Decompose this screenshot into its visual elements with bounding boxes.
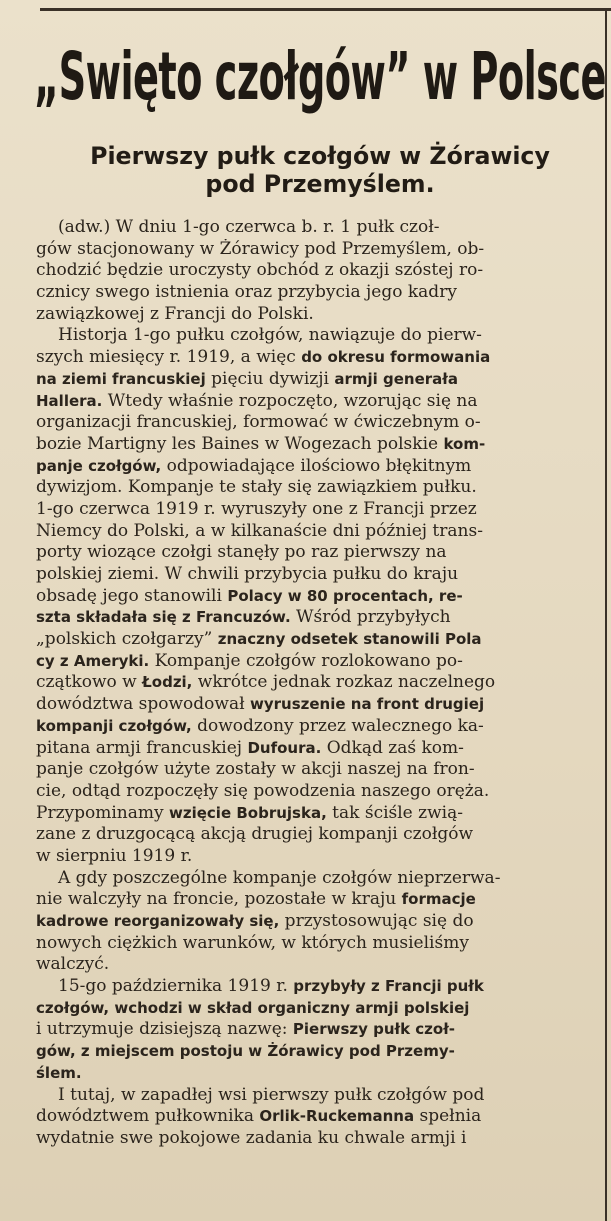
article-body [36, 217, 596, 1150]
line-text: spełnia [414, 1106, 482, 1127]
line-text: Wśród przybyłych [290, 607, 451, 628]
article-line [36, 933, 596, 955]
line-text: pitana armji francuskiej [36, 737, 248, 758]
line-text: polskiej ziemi. W chwili przybycia pułku do kraju [36, 564, 459, 584]
article-line [36, 217, 596, 239]
article-line [36, 781, 596, 803]
subheadline [36, 142, 604, 198]
line-text-bold: znaczny odsetek stanowili Pola [217, 630, 482, 649]
line-text: 1-go czerwca 1919 r. wyruszyły one z Francji przez [36, 498, 477, 519]
article-line [36, 477, 596, 499]
line-text-bold: gów, z miejscem postoju w Żórawicy pod Przemy- [36, 1042, 455, 1061]
line-text: Kompanje czołgów rozlokowano po- [149, 650, 463, 671]
line-text: gów stacjonowany w Żórawicy pod Przemyślem, ob- [36, 238, 485, 259]
line-text: chodzić będzie uroczysty obchód z okazji szóstej ro- [36, 260, 484, 281]
column-rule [605, 8, 607, 1221]
article-line [36, 1063, 596, 1085]
line-text: Historja 1-go pułku czołgów, nawiązuje do pierw- [58, 325, 482, 346]
article-line [36, 1041, 596, 1063]
line-text-bold: Orlik-Ruckemanna [259, 1107, 415, 1126]
article-line [36, 759, 596, 781]
line-text-bold: cy z Ameryki. [36, 651, 150, 670]
article-line [36, 586, 596, 608]
article-line [36, 1019, 596, 1041]
line-text: pięciu dywizji [205, 368, 335, 389]
line-text-bold: panje czołgów, [36, 456, 162, 475]
article-line [36, 824, 596, 846]
line-text-bold: przybyły z Francji pułk [293, 977, 484, 996]
line-text: odpowiadające ilościowo błękitnym [161, 455, 472, 476]
line-text: Niemcy do Polski, a w kilkanaście dni później trans- [36, 520, 483, 541]
line-text: panje czołgów użyte zostały w akcji naszej na fron- [36, 759, 475, 780]
line-text: Odkąd zaś kom- [321, 737, 464, 758]
line-text: 15-go października 1919 r. [58, 976, 294, 997]
line-text: I tutaj, w zapadłej wsi pierwszy pułk czołgów pod [58, 1084, 485, 1105]
line-text: nowych ciężkich warunków, w których musieliśmy [36, 932, 469, 953]
line-text: dowództwa spowodował [36, 694, 251, 715]
article-line [36, 716, 596, 738]
line-text-bold: Polacy w 80 procentach, re- [227, 586, 463, 605]
line-text-bold: szta składała się z Francuzów. [36, 608, 291, 627]
line-text: zawiązkowej z Francji do Polski. [36, 303, 314, 324]
line-text-bold: armji generała [334, 369, 458, 388]
line-text: nie walczyły na froncie, pozostałe w kraju [36, 889, 402, 910]
line-text: walczyć. [36, 954, 110, 975]
line-text: szych miesięcy r. 1919, a więc [36, 347, 302, 368]
line-text: dywizjom. Kompanje te stały się zawiązkiem pułku. [36, 477, 477, 498]
line-text: przystosowując się do [279, 911, 474, 931]
article-line [36, 694, 596, 716]
line-text: organizacji francuskiej, formować w ćwiczebnym o- [36, 412, 481, 433]
line-text-bold: Łodzi, [142, 673, 193, 692]
line-text-bold: Pierwszy pułk czoł- [292, 1020, 456, 1039]
line-text: wkrótce jednak rozkaz naczelnego [192, 672, 496, 693]
line-text: cie, odtąd rozpoczęły się powodzenia naszego oręża. [36, 780, 490, 801]
article-line [36, 412, 596, 434]
article-line [36, 564, 596, 586]
article-line [36, 1106, 596, 1128]
line-text: w sierpniu 1919 r. [36, 845, 193, 866]
article-line [36, 672, 596, 694]
line-text-bold: do okresu formowania [301, 348, 491, 367]
article-line [36, 846, 596, 868]
line-text: Przypominamy [36, 802, 170, 823]
line-text: dowództwem pułkownika [36, 1106, 260, 1127]
article-line [36, 499, 596, 521]
article-line [36, 347, 596, 369]
article-line [36, 369, 596, 391]
line-text-bold: na ziemi francuskiej [36, 369, 206, 388]
article-line [36, 542, 596, 564]
line-text-bold: kadrowe reorganizowały się, [36, 912, 280, 930]
line-text-bold: kompanji czołgów, [36, 716, 192, 735]
line-text: Wtedy właśnie rozpoczęto, wzorując się na [102, 390, 478, 411]
line-text: bozie Martigny les Baines w Wogezach polskie [36, 433, 444, 454]
article-line [36, 1128, 596, 1150]
article-line [36, 998, 596, 1020]
article-line [36, 239, 596, 261]
article-line [36, 521, 596, 543]
article-line [36, 889, 596, 911]
line-text-bold: wyruszenie na front drugiej [250, 695, 485, 714]
article-line [36, 803, 596, 825]
article-line [36, 738, 596, 760]
line-text-bold: Hallera. [36, 391, 103, 410]
line-text: porty wiozące czołgi stanęły po raz pierwszy na [36, 542, 447, 563]
article-line [36, 260, 596, 282]
article-line [36, 629, 596, 651]
article-line [36, 607, 596, 629]
line-text-bold: formacje [401, 890, 476, 909]
article-line [36, 651, 596, 673]
subheadline-line: Pierwszy pułk czołgów w Żórawicy [90, 142, 550, 170]
line-text-bold: Dufoura. [247, 738, 322, 757]
line-text: i utrzymuje dzisiejszą nazwę: [36, 1019, 293, 1040]
line-text: czątkowo w [36, 672, 143, 693]
line-text: wydatnie swe pokojowe zadania ku chwale armji i [36, 1127, 467, 1148]
article-line [36, 391, 596, 413]
line-text: dowodzony przez walecznego ka- [191, 715, 484, 736]
line-text: obsadę jego stanowili [36, 585, 228, 606]
article-line [36, 976, 596, 998]
article-line [36, 325, 596, 347]
line-text-bold: wzięcie Bobrujska, [169, 803, 327, 822]
headline: „Swięto czołgów” w Polsce [34, 38, 606, 115]
line-text: cznicy swego istnienia oraz przybycia jego kadry [36, 282, 457, 303]
top-rule [40, 8, 611, 11]
line-text-bold: kom- [443, 434, 486, 453]
article-line [36, 868, 596, 890]
article-line [36, 304, 596, 326]
line-text: A gdy poszczególne kompanje czołgów nieprzerwa- [58, 867, 501, 888]
article-line [36, 282, 596, 304]
line-text: „polskich czołgarzy” [36, 629, 218, 650]
line-text-bold: czołgów, wchodzi w skład organiczny armji polskiej [36, 998, 470, 1017]
line-text: tak ściśle zwią- [326, 802, 463, 823]
article-line [36, 434, 596, 456]
subheadline-line: pod Przemyślem. [205, 170, 435, 198]
line-text: zane z druzgocącą akcją drugiej kompanji czołgów [36, 824, 474, 845]
article-line [36, 456, 596, 478]
article-line [36, 1085, 596, 1107]
article-line [36, 911, 596, 933]
line-text-bold: ślem. [36, 1063, 82, 1082]
article-line [36, 954, 596, 976]
line-text: (adw.) W dniu 1-go czerwca b. r. 1 pułk czoł- [58, 217, 440, 237]
